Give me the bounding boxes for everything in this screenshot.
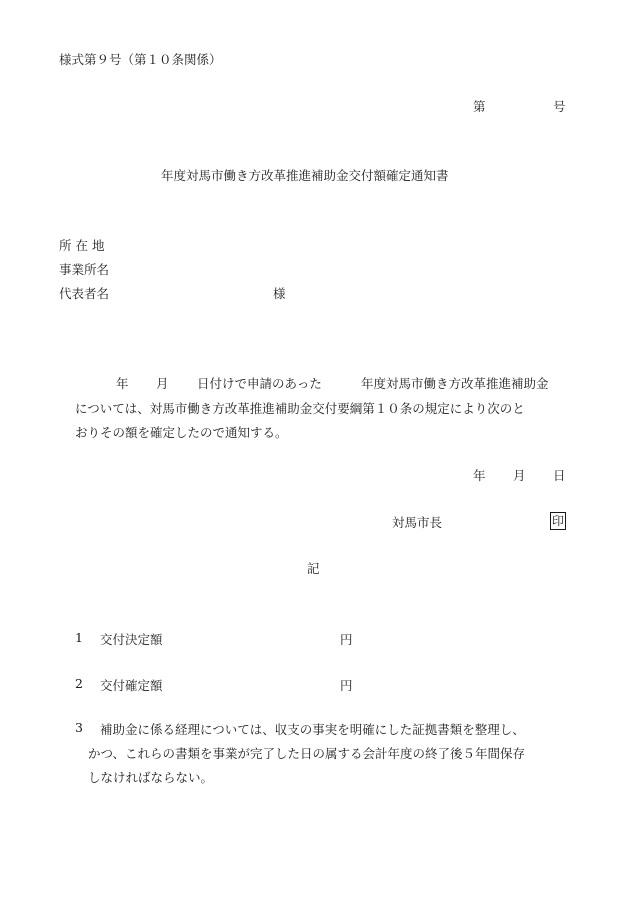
doc-number-prefix: 第 — [473, 99, 486, 114]
body-year: 年 — [116, 376, 129, 391]
note-line-3: しなければならない。 — [88, 770, 214, 785]
seal-box: 印 — [552, 514, 565, 528]
note-line-1: 補助金に係る経理については、収支の事実を明確にした証拠書類を整理し、 — [100, 722, 525, 737]
form-label: 様式第９号（第１０条関係） — [59, 52, 222, 67]
ki-heading: 記 — [307, 561, 320, 576]
note-line-2: かつ、これらの書類を事業が完了した日の属する会計年度の終了後５年間保存 — [88, 746, 526, 761]
document-title: 年度対馬市働き方改革推進補助金交付額確定通知書 — [161, 168, 449, 183]
item-2-number: 2 — [75, 676, 83, 691]
item-1-unit: 円 — [340, 632, 353, 647]
body-line-3: おりその額を確定したので通知する。 — [75, 425, 288, 440]
issue-year: 年 — [473, 468, 486, 483]
item-1-number: 1 — [75, 630, 83, 645]
note-number: 3 — [75, 720, 83, 735]
representative-label: 代表者名 — [59, 286, 110, 301]
doc-number-suffix: 号 — [553, 99, 566, 114]
body-date-text: 日付けで申請のあった — [197, 376, 322, 391]
issue-day: 日 — [553, 468, 566, 483]
item-2-unit: 円 — [340, 678, 353, 693]
address-label: 所 在 地 — [59, 238, 105, 253]
issuer-name: 対馬市長 — [392, 515, 443, 530]
honorific: 様 — [273, 286, 286, 301]
body-month: 月 — [156, 376, 169, 391]
body-line-2: については、対馬市働き方改革推進補助金交付要綱第１０条の規定により次のと — [75, 401, 525, 416]
item-2-label: 交付確定額 — [100, 678, 163, 693]
item-1-label: 交付決定額 — [100, 632, 163, 647]
office-name-label: 事業所名 — [59, 262, 110, 277]
body-program: 年度対馬市働き方改革推進補助金 — [361, 376, 549, 391]
issue-month: 月 — [513, 468, 526, 483]
